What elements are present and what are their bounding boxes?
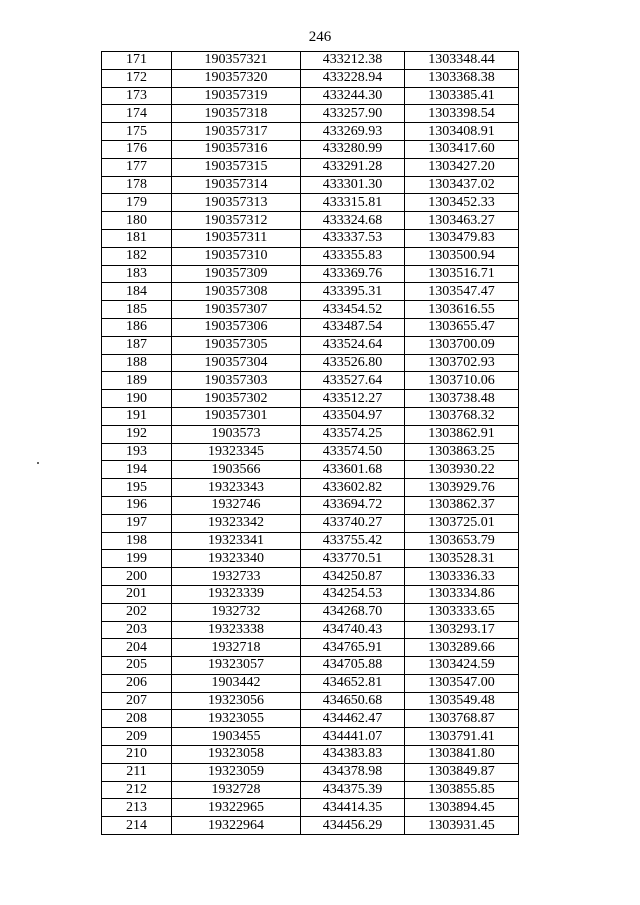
x-coordinate-cell: 433526.80: [301, 354, 405, 372]
x-coordinate-cell: 433395.31: [301, 283, 405, 301]
row-number-cell: 197: [102, 514, 172, 532]
table-row: [102, 372, 519, 390]
coordinates-table-body: [102, 52, 519, 835]
point-id-cell: 190357318: [172, 105, 301, 123]
point-id-cell: 19323055: [172, 710, 301, 728]
row-number-cell: 185: [102, 301, 172, 319]
x-coordinate-cell: 434375.39: [301, 781, 405, 799]
row-number-cell: 198: [102, 532, 172, 550]
table-row: [102, 247, 519, 265]
row-number-cell: 201: [102, 585, 172, 603]
row-number-cell: 214: [102, 817, 172, 835]
point-id-cell: 190357320: [172, 69, 301, 87]
row-number-cell: 196: [102, 496, 172, 514]
point-id-cell: 190357319: [172, 87, 301, 105]
point-id-cell: 19323058: [172, 746, 301, 764]
y-coordinate-cell: 1303528.31: [405, 550, 519, 568]
table-row: [102, 105, 519, 123]
x-coordinate-cell: 433602.82: [301, 479, 405, 497]
y-coordinate-cell: 1303930.22: [405, 461, 519, 479]
row-number-cell: 210: [102, 746, 172, 764]
table-row: [102, 176, 519, 194]
y-coordinate-cell: 1303336.33: [405, 568, 519, 586]
row-number-cell: 187: [102, 336, 172, 354]
table-row: [102, 496, 519, 514]
row-number-cell: 171: [102, 52, 172, 70]
table-row: [102, 336, 519, 354]
row-number-cell: 177: [102, 158, 172, 176]
y-coordinate-cell: 1303427.20: [405, 158, 519, 176]
x-coordinate-cell: 433369.76: [301, 265, 405, 283]
table-row: [102, 550, 519, 568]
y-coordinate-cell: 1303702.93: [405, 354, 519, 372]
y-coordinate-cell: 1303768.87: [405, 710, 519, 728]
point-id-cell: 190357311: [172, 229, 301, 247]
row-number-cell: 193: [102, 443, 172, 461]
table-row: [102, 568, 519, 586]
x-coordinate-cell: 433212.38: [301, 52, 405, 70]
row-number-cell: 211: [102, 763, 172, 781]
table-row: [102, 728, 519, 746]
row-number-cell: 181: [102, 229, 172, 247]
x-coordinate-cell: 434705.88: [301, 657, 405, 675]
x-coordinate-cell: 433524.64: [301, 336, 405, 354]
y-coordinate-cell: 1303849.87: [405, 763, 519, 781]
stray-dot-mark: [37, 462, 39, 464]
point-id-cell: 19322965: [172, 799, 301, 817]
y-coordinate-cell: 1303398.54: [405, 105, 519, 123]
table-row: [102, 532, 519, 550]
table-row: [102, 781, 519, 799]
table-row: [102, 69, 519, 87]
row-number-cell: 174: [102, 105, 172, 123]
point-id-cell: 19322964: [172, 817, 301, 835]
table-row: [102, 674, 519, 692]
point-id-cell: 19323341: [172, 532, 301, 550]
y-coordinate-cell: 1303710.06: [405, 372, 519, 390]
row-number-cell: 189: [102, 372, 172, 390]
y-coordinate-cell: 1303894.45: [405, 799, 519, 817]
y-coordinate-cell: 1303479.83: [405, 229, 519, 247]
row-number-cell: 184: [102, 283, 172, 301]
x-coordinate-cell: 434462.47: [301, 710, 405, 728]
x-coordinate-cell: 433740.27: [301, 514, 405, 532]
point-id-cell: 19323057: [172, 657, 301, 675]
table-row: [102, 692, 519, 710]
point-id-cell: 190357304: [172, 354, 301, 372]
table-row: [102, 746, 519, 764]
table-row: [102, 354, 519, 372]
point-id-cell: 190357303: [172, 372, 301, 390]
y-coordinate-cell: 1303516.71: [405, 265, 519, 283]
table-row: [102, 407, 519, 425]
x-coordinate-cell: 433324.68: [301, 212, 405, 230]
row-number-cell: 205: [102, 657, 172, 675]
point-id-cell: 1932746: [172, 496, 301, 514]
x-coordinate-cell: 433257.90: [301, 105, 405, 123]
table-row: [102, 514, 519, 532]
x-coordinate-cell: 433504.97: [301, 407, 405, 425]
table-row: [102, 87, 519, 105]
row-number-cell: 176: [102, 140, 172, 158]
table-row: [102, 283, 519, 301]
y-coordinate-cell: 1303616.55: [405, 301, 519, 319]
row-number-cell: 203: [102, 621, 172, 639]
table-row: [102, 585, 519, 603]
table-row: [102, 799, 519, 817]
point-id-cell: 1903455: [172, 728, 301, 746]
y-coordinate-cell: 1303768.32: [405, 407, 519, 425]
x-coordinate-cell: 433755.42: [301, 532, 405, 550]
y-coordinate-cell: 1303289.66: [405, 639, 519, 657]
point-id-cell: 190357313: [172, 194, 301, 212]
row-number-cell: 209: [102, 728, 172, 746]
y-coordinate-cell: 1303417.60: [405, 140, 519, 158]
point-id-cell: 190357310: [172, 247, 301, 265]
x-coordinate-cell: 434383.83: [301, 746, 405, 764]
y-coordinate-cell: 1303437.02: [405, 176, 519, 194]
point-id-cell: 19323342: [172, 514, 301, 532]
point-id-cell: 190357302: [172, 390, 301, 408]
row-number-cell: 212: [102, 781, 172, 799]
table-row: [102, 710, 519, 728]
x-coordinate-cell: 433512.27: [301, 390, 405, 408]
y-coordinate-cell: 1303791.41: [405, 728, 519, 746]
row-number-cell: 180: [102, 212, 172, 230]
table-row: [102, 479, 519, 497]
point-id-cell: 1903566: [172, 461, 301, 479]
x-coordinate-cell: 434254.53: [301, 585, 405, 603]
point-id-cell: 1903573: [172, 425, 301, 443]
y-coordinate-cell: 1303862.91: [405, 425, 519, 443]
x-coordinate-cell: 434765.91: [301, 639, 405, 657]
point-id-cell: 190357316: [172, 140, 301, 158]
x-coordinate-cell: 434268.70: [301, 603, 405, 621]
table-row: [102, 212, 519, 230]
row-number-cell: 186: [102, 318, 172, 336]
y-coordinate-cell: 1303929.76: [405, 479, 519, 497]
table-row: [102, 229, 519, 247]
point-id-cell: 1932728: [172, 781, 301, 799]
x-coordinate-cell: 434652.81: [301, 674, 405, 692]
row-number-cell: 175: [102, 123, 172, 141]
row-number-cell: 178: [102, 176, 172, 194]
x-coordinate-cell: 433301.30: [301, 176, 405, 194]
y-coordinate-cell: 1303862.37: [405, 496, 519, 514]
y-coordinate-cell: 1303653.79: [405, 532, 519, 550]
point-id-cell: 190357305: [172, 336, 301, 354]
table-row: [102, 301, 519, 319]
row-number-cell: 208: [102, 710, 172, 728]
y-coordinate-cell: 1303293.17: [405, 621, 519, 639]
y-coordinate-cell: 1303841.80: [405, 746, 519, 764]
y-coordinate-cell: 1303863.25: [405, 443, 519, 461]
point-id-cell: 190357315: [172, 158, 301, 176]
x-coordinate-cell: 434414.35: [301, 799, 405, 817]
table-row: [102, 657, 519, 675]
coordinates-table: [101, 51, 519, 835]
y-coordinate-cell: 1303368.38: [405, 69, 519, 87]
y-coordinate-cell: 1303500.94: [405, 247, 519, 265]
row-number-cell: 188: [102, 354, 172, 372]
y-coordinate-cell: 1303408.91: [405, 123, 519, 141]
point-id-cell: 190357321: [172, 52, 301, 70]
table-row: [102, 639, 519, 657]
x-coordinate-cell: 433269.93: [301, 123, 405, 141]
point-id-cell: 1932718: [172, 639, 301, 657]
table-row: [102, 621, 519, 639]
y-coordinate-cell: 1303385.41: [405, 87, 519, 105]
y-coordinate-cell: 1303738.48: [405, 390, 519, 408]
point-id-cell: 1932733: [172, 568, 301, 586]
y-coordinate-cell: 1303348.44: [405, 52, 519, 70]
y-coordinate-cell: 1303549.48: [405, 692, 519, 710]
row-number-cell: 207: [102, 692, 172, 710]
x-coordinate-cell: 434378.98: [301, 763, 405, 781]
x-coordinate-cell: 434740.43: [301, 621, 405, 639]
y-coordinate-cell: 1303547.47: [405, 283, 519, 301]
y-coordinate-cell: 1303424.59: [405, 657, 519, 675]
point-id-cell: 190357312: [172, 212, 301, 230]
point-id-cell: 19323339: [172, 585, 301, 603]
table-row: [102, 265, 519, 283]
x-coordinate-cell: 433337.53: [301, 229, 405, 247]
point-id-cell: 190357307: [172, 301, 301, 319]
row-number-cell: 172: [102, 69, 172, 87]
point-id-cell: 190357301: [172, 407, 301, 425]
row-number-cell: 200: [102, 568, 172, 586]
y-coordinate-cell: 1303725.01: [405, 514, 519, 532]
x-coordinate-cell: 434650.68: [301, 692, 405, 710]
x-coordinate-cell: 433244.30: [301, 87, 405, 105]
table-row: [102, 603, 519, 621]
y-coordinate-cell: 1303855.85: [405, 781, 519, 799]
y-coordinate-cell: 1303547.00: [405, 674, 519, 692]
point-id-cell: 190357308: [172, 283, 301, 301]
point-id-cell: 190357309: [172, 265, 301, 283]
point-id-cell: 19323056: [172, 692, 301, 710]
x-coordinate-cell: 433601.68: [301, 461, 405, 479]
x-coordinate-cell: 433770.51: [301, 550, 405, 568]
x-coordinate-cell: 433291.28: [301, 158, 405, 176]
x-coordinate-cell: 433228.94: [301, 69, 405, 87]
y-coordinate-cell: 1303700.09: [405, 336, 519, 354]
point-id-cell: 19323340: [172, 550, 301, 568]
y-coordinate-cell: 1303931.45: [405, 817, 519, 835]
row-number-cell: 199: [102, 550, 172, 568]
table-row: [102, 52, 519, 70]
x-coordinate-cell: 433574.50: [301, 443, 405, 461]
row-number-cell: 183: [102, 265, 172, 283]
point-id-cell: 1932732: [172, 603, 301, 621]
row-number-cell: 182: [102, 247, 172, 265]
x-coordinate-cell: 433355.83: [301, 247, 405, 265]
page-number: 246: [308, 29, 332, 45]
table-row: [102, 425, 519, 443]
x-coordinate-cell: 434250.87: [301, 568, 405, 586]
point-id-cell: 190357317: [172, 123, 301, 141]
table-row: [102, 763, 519, 781]
x-coordinate-cell: 433315.81: [301, 194, 405, 212]
y-coordinate-cell: 1303452.33: [405, 194, 519, 212]
point-id-cell: 1903442: [172, 674, 301, 692]
table-row: [102, 140, 519, 158]
point-id-cell: 190357314: [172, 176, 301, 194]
x-coordinate-cell: 433454.52: [301, 301, 405, 319]
point-id-cell: 19323059: [172, 763, 301, 781]
row-number-cell: 173: [102, 87, 172, 105]
x-coordinate-cell: 434456.29: [301, 817, 405, 835]
row-number-cell: 195: [102, 479, 172, 497]
row-number-cell: 190: [102, 390, 172, 408]
table-row: [102, 123, 519, 141]
x-coordinate-cell: 433527.64: [301, 372, 405, 390]
x-coordinate-cell: 433574.25: [301, 425, 405, 443]
y-coordinate-cell: 1303655.47: [405, 318, 519, 336]
table-row: [102, 318, 519, 336]
x-coordinate-cell: 433280.99: [301, 140, 405, 158]
x-coordinate-cell: 433487.54: [301, 318, 405, 336]
row-number-cell: 191: [102, 407, 172, 425]
row-number-cell: 194: [102, 461, 172, 479]
point-id-cell: 19323345: [172, 443, 301, 461]
table-row: [102, 158, 519, 176]
y-coordinate-cell: 1303463.27: [405, 212, 519, 230]
row-number-cell: 206: [102, 674, 172, 692]
y-coordinate-cell: 1303333.65: [405, 603, 519, 621]
point-id-cell: 19323343: [172, 479, 301, 497]
point-id-cell: 190357306: [172, 318, 301, 336]
row-number-cell: 213: [102, 799, 172, 817]
x-coordinate-cell: 433694.72: [301, 496, 405, 514]
row-number-cell: 179: [102, 194, 172, 212]
row-number-cell: 202: [102, 603, 172, 621]
y-coordinate-cell: 1303334.86: [405, 585, 519, 603]
row-number-cell: 204: [102, 639, 172, 657]
point-id-cell: 19323338: [172, 621, 301, 639]
row-number-cell: 192: [102, 425, 172, 443]
x-coordinate-cell: 434441.07: [301, 728, 405, 746]
table-row: [102, 390, 519, 408]
table-row: [102, 443, 519, 461]
table-row: [102, 817, 519, 835]
table-row: [102, 461, 519, 479]
table-row: [102, 194, 519, 212]
